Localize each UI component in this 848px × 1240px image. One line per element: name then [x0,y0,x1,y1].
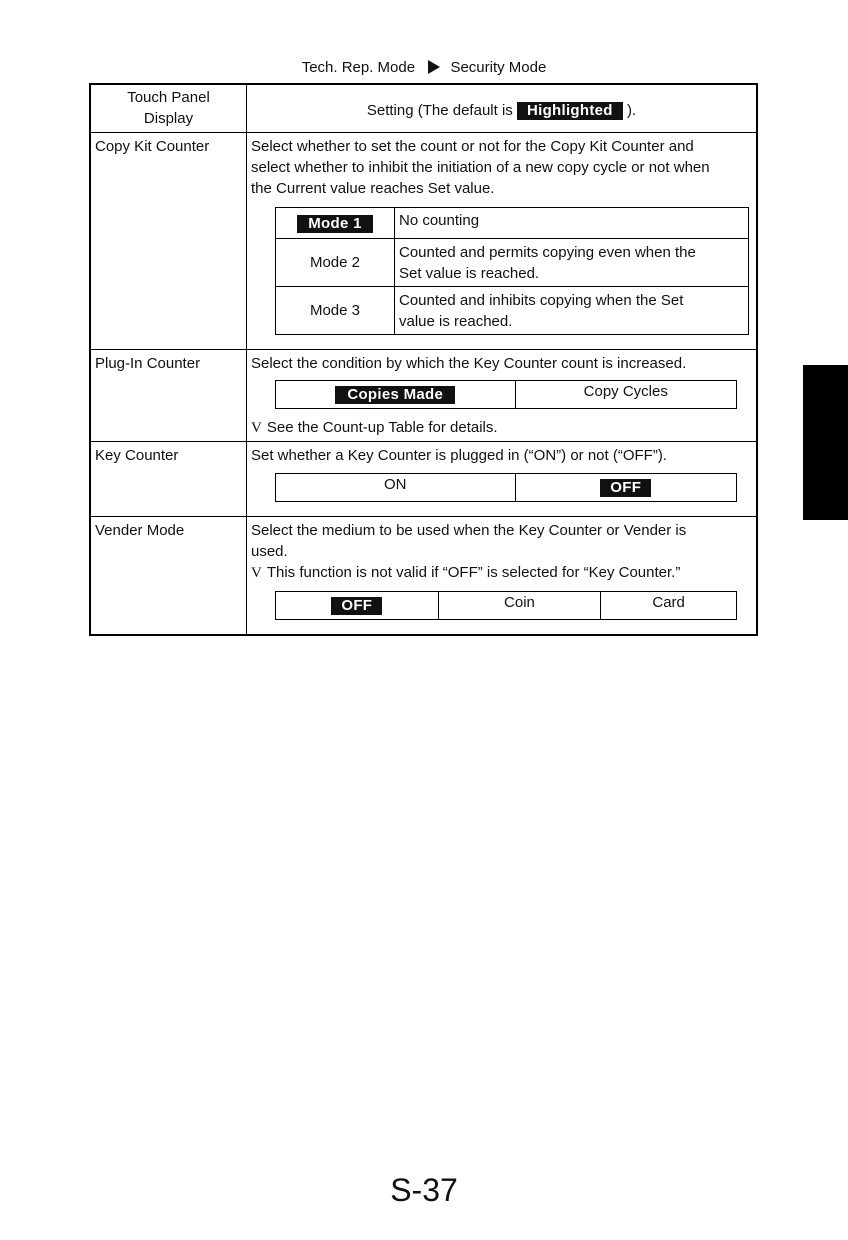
mode-desc-line: Set value is reached. [399,264,540,282]
page-header [0,58,848,78]
note-text: See the Count-up Table for details. [266,419,498,436]
note-line [251,417,752,439]
option-cell: Card [601,592,737,620]
option-table [275,473,737,502]
option-cell: Copy Cycles [515,381,737,409]
mode-desc [395,287,749,335]
note-line [251,562,752,584]
description-line: Select the medium to be used when the Key Counter or Vender is [251,522,687,539]
row-label-copy-kit-counter: Copy Kit Counter [90,133,247,350]
row-setting-key-counter [247,442,758,517]
option-default: OFF [600,479,651,497]
mode-cell [276,208,395,239]
option-cell: ON [276,474,516,502]
description-line: Select the condition by which the Key Counter count is increased. [251,355,687,372]
row-setting-vender-mode [247,517,758,636]
option-default: OFF [331,597,382,615]
description-line: used. [251,543,288,560]
col-header-suffix: ). [626,101,637,119]
note-marker-icon: V [251,565,262,581]
table-row [90,517,757,636]
settings-table [89,83,758,636]
table-row [90,350,757,442]
col-header-touch-panel [90,84,247,133]
mode-desc-line: value is reached. [399,312,513,330]
mode-desc [395,208,749,239]
table-header-row [90,84,757,133]
option-cell [515,474,737,502]
header-section: Tech. Rep. Mode [301,59,416,76]
option-default: Copies Made [335,386,455,404]
note-marker-icon: V [251,420,262,436]
option-cell: Coin [438,592,601,620]
description-line: Set whether a Key Counter is plugged in (“ON”) or not (“OFF”). [251,447,667,464]
mode-desc [395,239,749,287]
note-text: This function is not valid if “OFF” is selected for “Key Counter.” [266,564,681,581]
row-label-vender-mode: Vender Mode [90,517,247,636]
mode-desc-line: Counted and permits copying even when the [399,243,696,261]
section-tab-marker [803,365,848,520]
description-line: Select whether to set the count or not for the Copy Kit Counter and [251,138,694,155]
col-header-line2: Display [143,110,194,127]
table-row [90,133,757,350]
table-row [90,442,757,517]
col-header-prefix: Setting (The default is [366,101,513,119]
col-header-line1: Touch Panel [127,89,210,106]
row-label-key-counter: Key Counter [90,442,247,517]
option-table [275,591,737,620]
mode-desc-line: No counting [399,212,480,229]
arrow-right-icon [428,60,440,74]
highlight-legend: Highlighted [517,102,623,120]
mode-1-default: Mode 1 [297,215,372,233]
row-label-plug-in-counter: Plug-In Counter [90,350,247,442]
option-table [275,380,737,409]
mode-cell: Mode 2 [276,239,395,287]
row-setting-plug-in-counter [247,350,758,442]
option-cell [276,381,516,409]
row-setting-copy-kit-counter [247,133,758,350]
mode-cell: Mode 3 [276,287,395,335]
option-cell [276,592,439,620]
description-line: the Current value reaches Set value. [251,180,495,197]
col-header-setting [247,84,758,133]
description-line: select whether to inhibit the initiation of a new copy cycle or not when [251,159,710,176]
page-number: S-37 [390,1172,458,1208]
header-subsection: Security Mode [450,59,547,76]
mode-table [275,207,749,335]
mode-desc-line: Counted and inhibits copying when the Set [399,291,684,309]
